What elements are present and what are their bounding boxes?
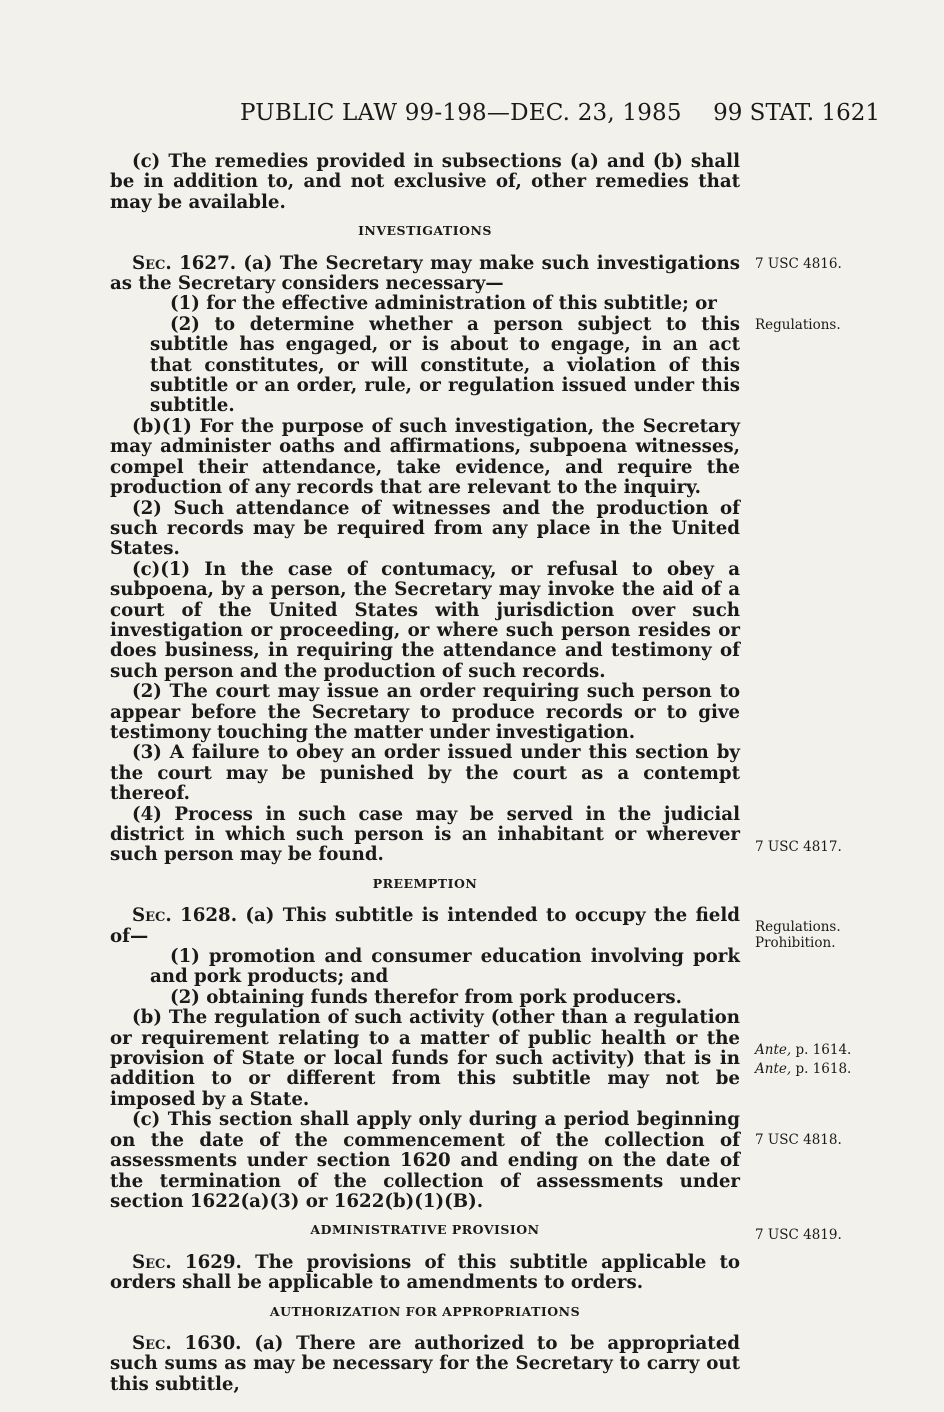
section-label: Sec. bbox=[132, 905, 172, 927]
section-1629 bbox=[110, 1253, 740, 1294]
paragraph: (2) The court may issue an order requiring such person to appear before the Secretary to produce records or to give testimony touching the matter under investigation. bbox=[110, 681, 740, 743]
section-1627 bbox=[110, 254, 740, 295]
margin-note: 7 USC 4818. bbox=[755, 1132, 842, 1148]
clause: (2) obtaining funds therefor from pork producers. bbox=[170, 986, 682, 1008]
page-header bbox=[110, 100, 880, 136]
running-title: PUBLIC LAW 99-198—DEC. 23, 1985 bbox=[240, 100, 682, 126]
clause: (2) to determine whether a person subject to this subtitle has engaged, or is about to engage, in an act that constitutes, or will constitute, a violation of this subtitle or an order, rule, or regulation issued under this subtitle. bbox=[150, 313, 740, 417]
paragraph: (c) The remedies provided in subsections (a) and (b) shall be in addition to, and not exclusive of, other remedies that may be available. bbox=[110, 151, 740, 213]
section-label: Sec. bbox=[132, 1332, 172, 1354]
paragraph: (2) Such attendance of witnesses and the production of such records may be required from any place in the United States. bbox=[110, 497, 740, 560]
statute-page-number: 99 STAT. 1621 bbox=[713, 100, 880, 126]
section-heading: INVESTIGATIONS bbox=[358, 223, 492, 239]
clause: (1) promotion and consumer education involving pork and pork products; and bbox=[150, 946, 740, 988]
ante-word: Ante, bbox=[755, 1061, 792, 1077]
margin-note bbox=[755, 1043, 851, 1058]
section-text: 1630. (a) There are authorized to be appropriated such sums as may be necessary for the Secretary to carry out this subtitle, bbox=[110, 1332, 740, 1395]
margin-note: Regulations. bbox=[755, 317, 841, 333]
section-heading: ADMINISTRATIVE PROVISION bbox=[310, 1222, 540, 1238]
paragraph: (4) Process in such case may be served in the judicial district in which such person is an inhabitant or wherever such person may be found. bbox=[110, 803, 740, 866]
section-text: 1627. (a) The Secretary may make such investigations as the Secretary considers necessary— bbox=[110, 252, 740, 295]
margin-note: Regulations. bbox=[755, 919, 841, 935]
margin-note: 7 USC 4819. bbox=[755, 1227, 842, 1243]
ante-page: p. 1618. bbox=[791, 1061, 852, 1077]
law-text bbox=[110, 152, 740, 1395]
section-heading: PREEMPTION bbox=[372, 875, 478, 891]
section-1630 bbox=[110, 1334, 740, 1395]
paragraph: (c)(1) In the case of contumacy, or refusal to obey a subpoena, by a person, the Secretary may invoke the aid of a court of the United States with jurisdiction over such investigation or proceeding, or where such person resides or does business, in requiring the attendance and testimony of such person and the production of such records. bbox=[110, 558, 740, 682]
section-label: Sec. bbox=[132, 1251, 172, 1273]
margin-note: 7 USC 4817. bbox=[755, 839, 842, 855]
margin-note: 7 USC 4816. bbox=[755, 256, 842, 272]
paragraph: (c) This section shall apply only during a period beginning on the date of the commencement of the collection of assessments under section 1620 and ending on the date of the termination of the collection of assessments under section 1622(a)(3) or 1622(b)(1)(B). bbox=[110, 1109, 740, 1212]
paragraph: (3) A failure to obey an order issued under this section by the court may be punished by the court as a contempt thereof. bbox=[110, 742, 740, 805]
section-text: 1629. The provisions of this subtitle applicable to orders shall be applicable to amendments to orders. bbox=[110, 1251, 740, 1294]
ante-page: p. 1614. bbox=[791, 1042, 852, 1058]
section-heading: AUTHORIZATION FOR APPROPRIATIONS bbox=[269, 1303, 581, 1319]
ante-word: Ante, bbox=[755, 1042, 792, 1058]
clause: (1) for the effective administration of this subtitle; or bbox=[170, 293, 717, 315]
margin-note bbox=[755, 1062, 851, 1077]
paragraph: (b) The regulation of such activity (other than a regulation or requirement relating to a matter of public health or the provision of State or local funds for such activity) that is in addition to or different from this subtitle may not be imposed by a State. bbox=[110, 1007, 740, 1110]
margin-note: Prohibition. bbox=[755, 935, 836, 951]
section-label: Sec. bbox=[132, 252, 172, 274]
section-1628 bbox=[110, 906, 740, 947]
section-text: 1628. (a) This subtitle is intended to occupy the field of— bbox=[110, 905, 740, 947]
paragraph: (b)(1) For the purpose of such investigation, the Secretary may administer oaths and affirmations, subpoena witnesses, compel their attendance, take evidence, and require the production of any records that are relevant to the inquiry. bbox=[110, 415, 740, 499]
